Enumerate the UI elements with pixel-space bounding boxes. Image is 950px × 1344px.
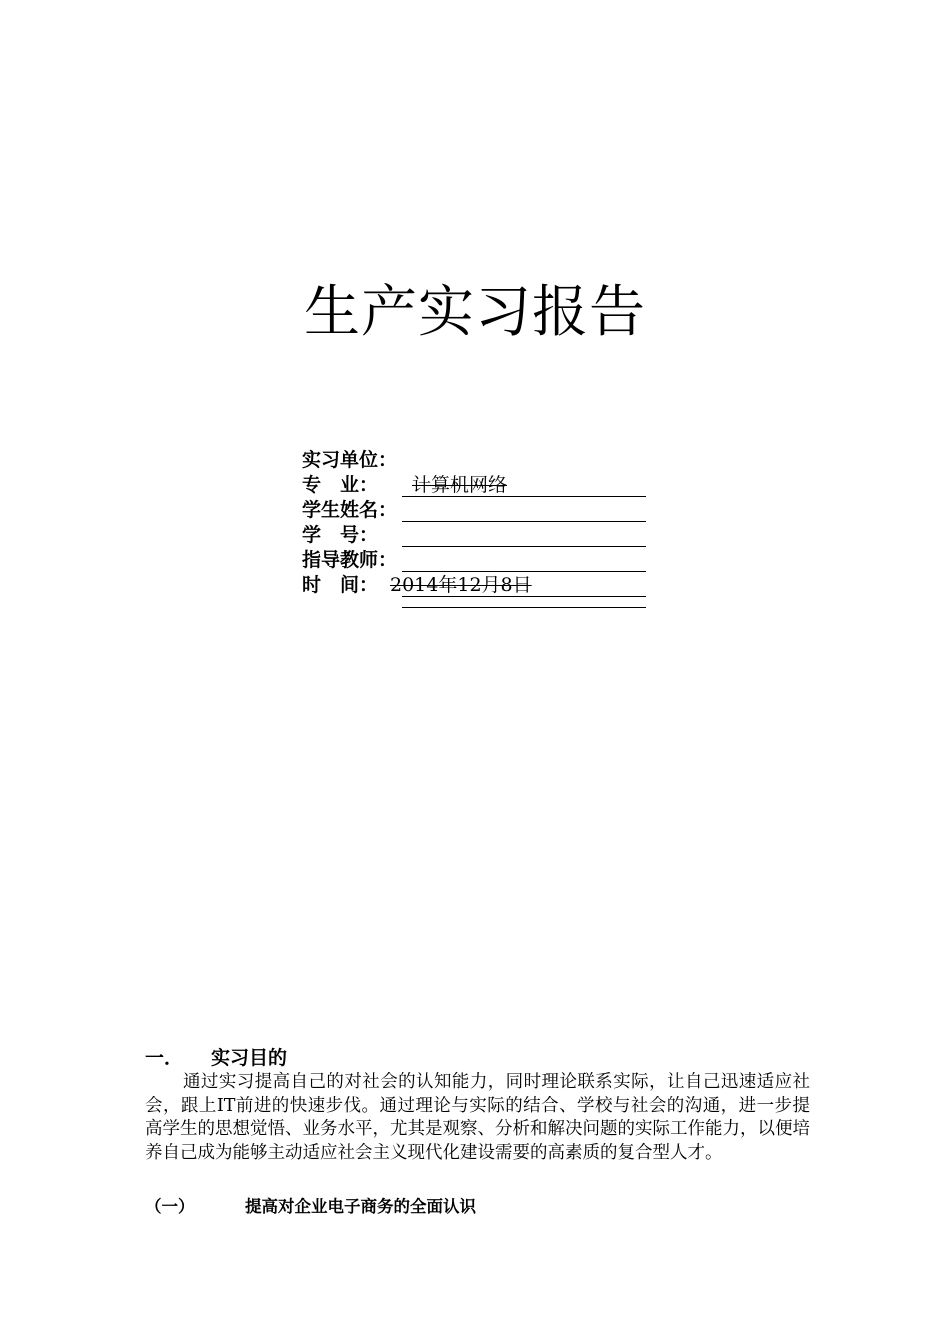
underline-major <box>402 496 646 497</box>
subsection-heading <box>145 1194 476 1220</box>
subsection-number: （一） <box>145 1197 195 1216</box>
section-heading-purpose <box>145 1045 287 1071</box>
info-value-major: 计算机网络 <box>412 474 508 496</box>
underline-date <box>402 596 646 597</box>
underline-extra <box>402 607 646 608</box>
info-label-advisor: 指导教师： <box>302 549 398 571</box>
underline-student-name <box>402 521 646 522</box>
info-label-student-id: 学 号： <box>302 524 379 546</box>
info-value-date: 2014年12月8日 <box>390 574 532 596</box>
section-title: 实习目的 <box>211 1047 288 1069</box>
info-label-student-name: 学生姓名： <box>302 499 398 521</box>
info-label-date: 时 间： <box>302 574 379 596</box>
info-label-major: 专 业： <box>302 474 379 496</box>
report-title: 生产实习报告 <box>304 280 646 345</box>
info-label-unit: 实习单位： <box>302 449 398 471</box>
purpose-paragraph: 通过实习提高自己的对社会的认知能力，同时理论联系实际，让自己迅速适应社会，跟上IT前进的快速步伐。通过理论与实际的结合、学校与社会的沟通，进一步提高学生的思想觉悟、业务水平，尤其是观察、分析和解决问题的实际工作能力，以便培养自己成为能够主动适应社会主义现代化建设需要的高素质的复合型人才。 <box>145 1072 810 1163</box>
section-number: 一． <box>145 1047 184 1069</box>
underline-advisor <box>402 571 646 572</box>
subsection-title: 提高对企业电子商务的全面认识 <box>245 1197 476 1216</box>
underline-student-id <box>402 546 646 547</box>
